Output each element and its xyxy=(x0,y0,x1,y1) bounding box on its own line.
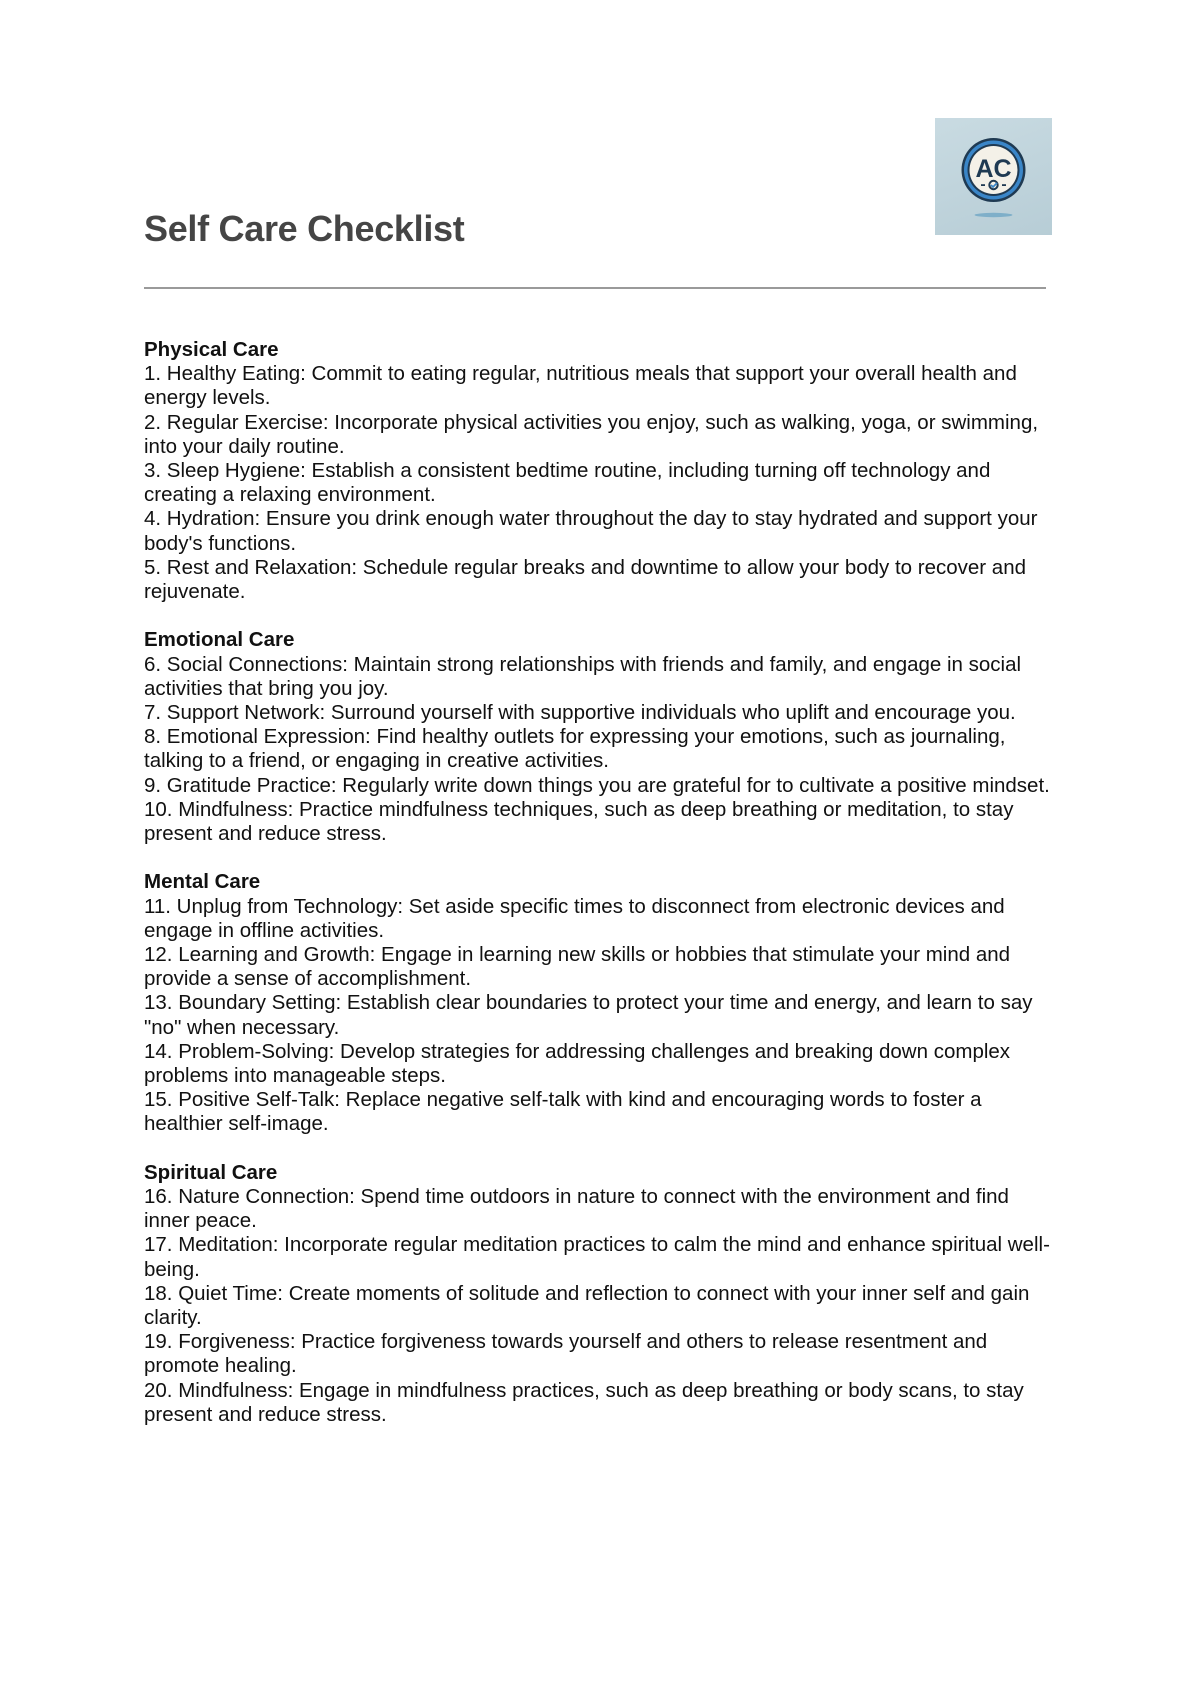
section-heading: Mental Care xyxy=(144,870,261,894)
checklist-item: 3. Sleep Hygiene: Establish a consistent bedtime routine, including turning off technology and creating a relaxing environment. xyxy=(144,459,991,507)
checklist-item: 19. Forgiveness: Practice forgiveness towards yourself and others to release resentment and promote healing. xyxy=(144,1330,988,1378)
section-heading: Emotional Care xyxy=(144,628,295,652)
section-physical-care xyxy=(144,338,1054,604)
checklist-item: 14. Problem-Solving: Develop strategies for addressing challenges and breaking down complex problems into manageable steps. xyxy=(144,1039,1011,1088)
checklist-item: 11. Unplug from Technology: Set aside specific times to disconnect from electronic devices and engage in offline activities. xyxy=(144,894,1005,942)
svg-text:AC: AC xyxy=(975,155,1012,183)
page-title: Self Care Checklist xyxy=(144,208,465,249)
ac-badge-logo xyxy=(935,118,1052,235)
section-emotional-care xyxy=(144,628,1054,846)
checklist-item: 20. Mindfulness: Engage in mindfulness practices, such as deep breathing or body scans, to stay present and reduce stress. xyxy=(144,1378,1024,1426)
checklist-item: 15. Positive Self-Talk: Replace negative self-talk with kind and encouraging words to foster a healthier self-image. xyxy=(144,1088,982,1136)
ac-badge-icon xyxy=(935,118,1052,235)
checklist-item: 7. Support Network: Surround yourself with supportive individuals who uplift and encourage you. xyxy=(144,701,1016,725)
section-heading: Physical Care xyxy=(144,338,279,361)
checklist-item: 2. Regular Exercise: Incorporate physical activities you enjoy, such as walking, yoga, or swimming, into your daily routine. xyxy=(144,410,1039,458)
section-spiritual-care xyxy=(144,1161,1054,1427)
checklist-item: 4. Hydration: Ensure you drink enough water throughout the day to stay hydrated and support your body's functions. xyxy=(144,507,1038,555)
checklist-item: 6. Social Connections: Maintain strong relationships with friends and family, and engage in social activities that bring you joy. xyxy=(144,652,1022,700)
checklist-item: 17. Meditation: Incorporate regular meditation practices to calm the mind and enhance spiritual well-being. xyxy=(144,1233,1050,1281)
title-divider xyxy=(144,287,1046,289)
checklist-item: 13. Boundary Setting: Establish clear boundaries to protect your time and energy, and learn to say "no" when necessary. xyxy=(144,991,1033,1039)
checklist-item: 10. Mindfulness: Practice mindfulness techniques, such as deep breathing or meditation, to stay present and reduce stress. xyxy=(144,797,1014,846)
checklist-item: 12. Learning and Growth: Engage in learning new skills or hobbies that stimulate your mind and provide a sense of accomplishment. xyxy=(144,943,1011,991)
checklist-item: 8. Emotional Expression: Find healthy outlets for expressing your emotions, such as journaling, talking to a friend, or engaging in creative activities. xyxy=(144,725,1006,773)
checklist-item: 1. Healthy Eating: Commit to eating regular, nutritious meals that support your overall health and energy levels. xyxy=(144,362,1017,410)
checklist-item: 16. Nature Connection: Spend time outdoors in nature to connect with the environment and find inner peace. xyxy=(144,1185,1009,1233)
section-mental-care xyxy=(144,870,1054,1136)
checklist-item: 5. Rest and Relaxation: Schedule regular breaks and downtime to allow your body to recover and rejuvenate. xyxy=(144,555,1027,604)
checklist-body xyxy=(144,338,1054,1451)
checklist-item: 9. Gratitude Practice: Regularly write down things you are grateful for to cultivate a positive mindset. xyxy=(144,773,1050,797)
section-heading: Spiritual Care xyxy=(144,1160,278,1184)
checklist-item: 18. Quiet Time: Create moments of solitude and reflection to connect with your inner self and gain clarity. xyxy=(144,1281,1030,1330)
